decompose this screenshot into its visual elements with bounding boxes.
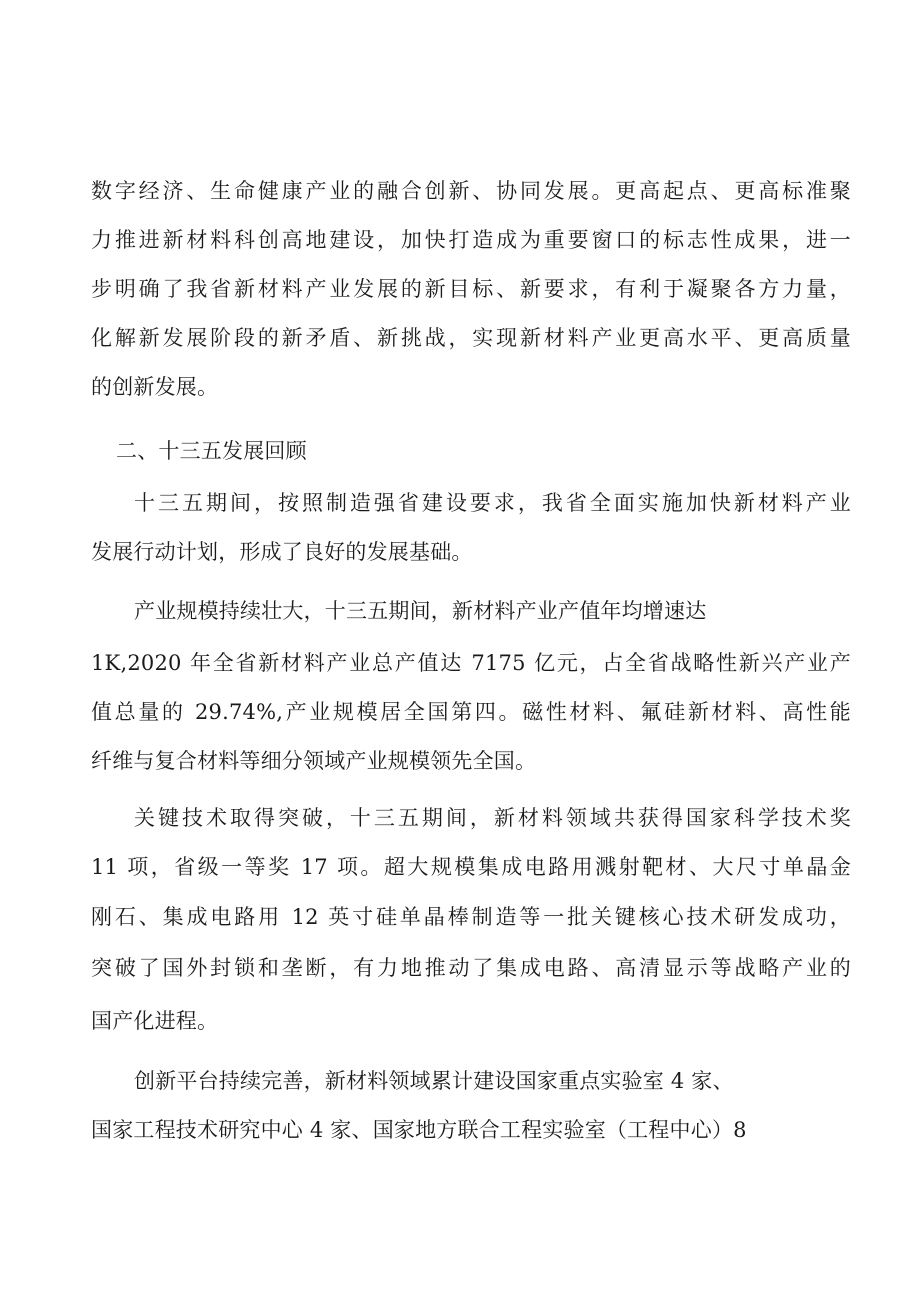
section-heading: 二、十三五发展回顾 [116, 439, 307, 463]
paragraph-3-line-3: 值总量的 29.74%,产业规模居全国第四。磁性材料、氟硅新材料、高性能 [91, 700, 851, 724]
paragraph-4-line-1: 关键技术取得突破，十三五期间，新材料领域共获得国家科学技术奖 [134, 806, 851, 830]
paragraph-1-line-5: 的创新发展。 [91, 375, 219, 399]
paragraph-4-line-4: 突破了国外封锁和垄断，有力地推动了集成电路、高清显示等战略产业的 [91, 956, 851, 980]
paragraph-2-line-1: 十三五期间，按照制造强省建设要求，我省全面实施加快新材料产业 [134, 491, 851, 515]
paragraph-2-line-2: 发展行动计划，形成了良好的发展基础。 [91, 540, 473, 564]
paragraph-5-line-2: 国家工程技术研究中心 4 家、国家地方联合工程实验室（工程中心）8 [91, 1118, 747, 1142]
paragraph-4-line-2: 11 项，省级一等奖 17 项。超大规模集成电路用溅射靶材、大尺寸单晶金 [91, 855, 851, 879]
paragraph-3-line-4: 纤维与复合材料等细分领域产业规模领先全国。 [91, 749, 537, 773]
paragraph-3-line-2: 1K,2020 年全省新材料产业总产值达 7175 亿元，占全省战略性新兴产业产 [91, 651, 851, 675]
paragraph-1-line-2: 力推进新材料科创高地建设，加快打造成为重要窗口的标志性成果，进一 [91, 228, 851, 252]
paragraph-4-line-5: 国产化进程。 [91, 1009, 219, 1033]
paragraph-1-line-1: 数字经济、生命健康产业的融合创新、协同发展。更高起点、更高标准聚 [91, 179, 851, 203]
paragraph-3-line-1: 产业规模持续壮大，十三五期间，新材料产业产值年均增速达 [134, 599, 707, 623]
paragraph-5-line-1: 创新平台持续完善，新材料领域累计建设国家重点实验室 4 家、 [134, 1069, 734, 1093]
paragraph-4-line-3: 刚石、集成电路用 12 英寸硅单晶棒制造等一批关键核心技术研发成功， [91, 905, 851, 929]
paragraph-1-line-3: 步明确了我省新材料产业发展的新目标、新要求，有利于凝聚各方力量， [91, 277, 851, 301]
paragraph-1-line-4: 化解新发展阶段的新矛盾、新挑战，实现新材料产业更高水平、更高质量 [91, 326, 851, 350]
